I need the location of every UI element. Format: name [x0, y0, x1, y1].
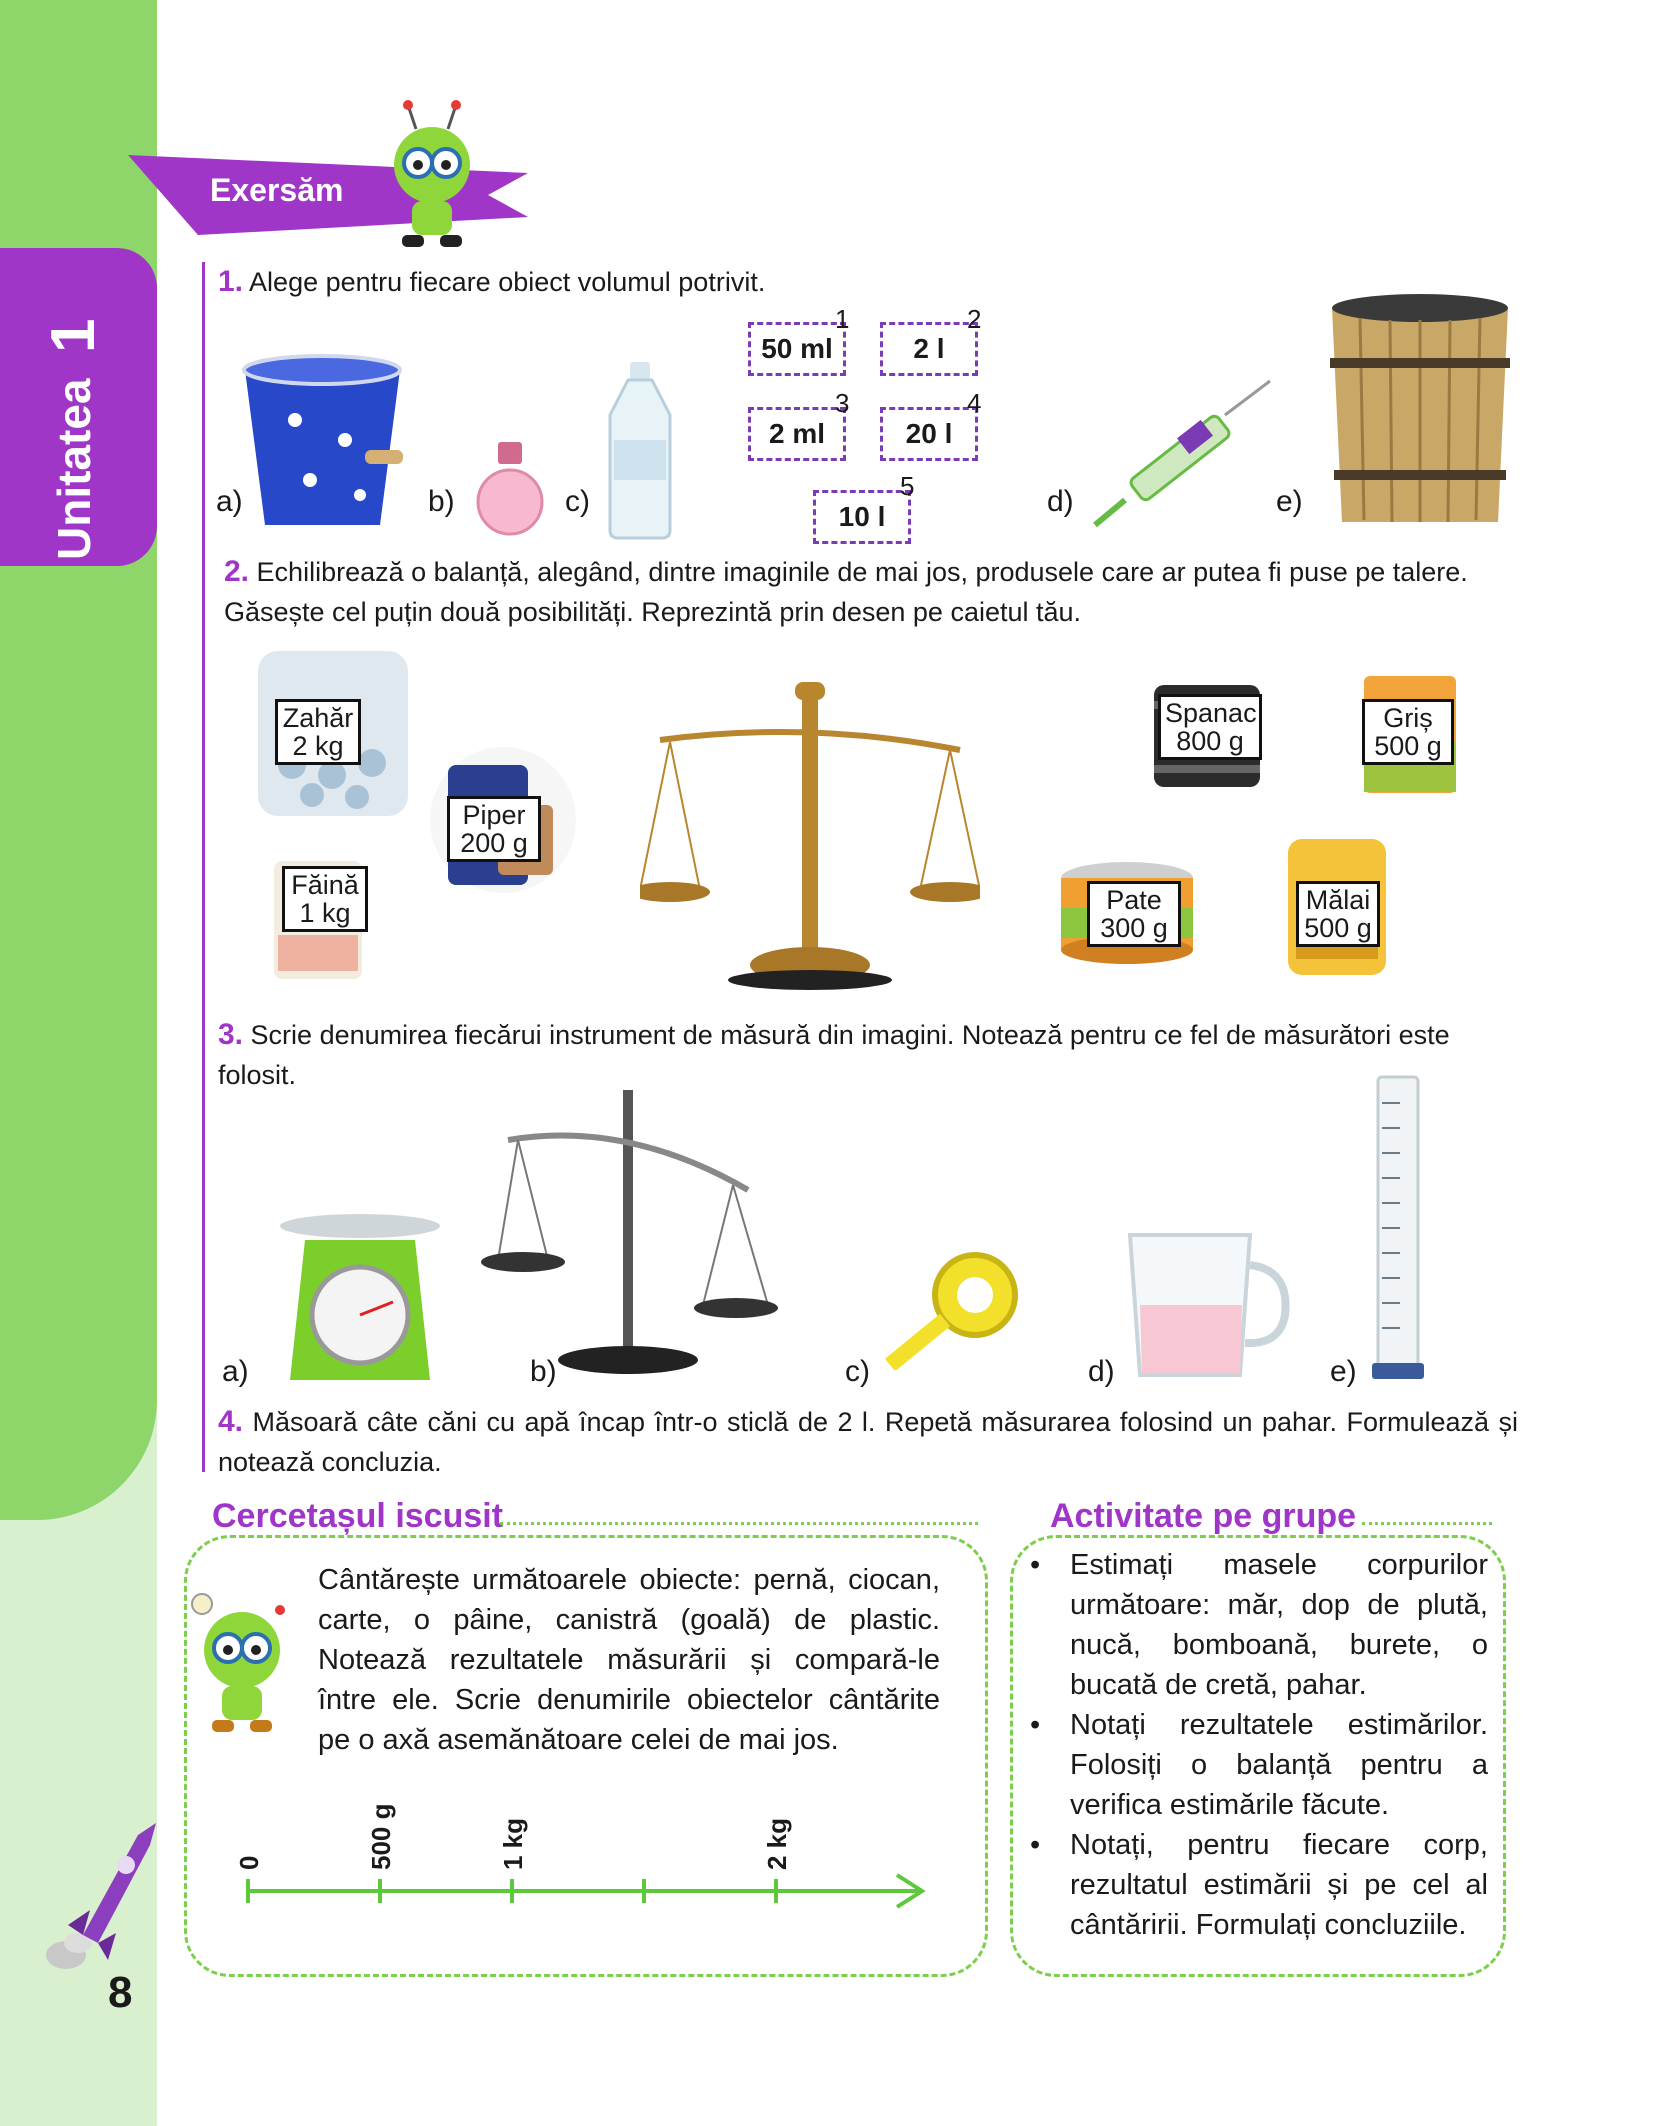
ex1-label-a: a) [216, 485, 243, 518]
volume-option-1-number: 1 [835, 304, 850, 334]
ex1-label-c: c) [565, 485, 590, 518]
group-heading: Activitate pe grupe [1050, 1497, 1357, 1535]
product-tag-gris: Griș 500 g [1362, 699, 1454, 765]
volume-option-5-number: 5 [900, 471, 915, 501]
ex1-label-b: b) [428, 485, 455, 518]
syringe-image [1085, 375, 1275, 535]
ex3-label-c: c) [845, 1355, 870, 1388]
group-item: • Estimați masele corpurilor următoare: măr, dop de plută, nucă, bomboană, burete, o bucată de cretă, pahar. [1030, 1549, 1488, 1701]
axis-label-500g: 500 g [366, 1803, 396, 1870]
volume-option-4-number: 4 [967, 388, 982, 418]
measuring-cup-image [1120, 1225, 1295, 1385]
robot-mascot-icon [372, 95, 492, 255]
axis-label-1kg: 1 kg [498, 1817, 528, 1870]
page-number: 8 [108, 1968, 133, 2017]
ex3-label-e: e) [1330, 1355, 1357, 1388]
volume-option-5[interactable]: 10 l [813, 490, 911, 544]
graduated-cylinder-image [1368, 1073, 1428, 1383]
product-tag-spanac: Spanac 800 g [1158, 694, 1262, 760]
ex1-label-e: e) [1276, 485, 1303, 518]
ex2-prompt: 2. Echilibrează o balanță, alegând, dintre imaginile de mai jos, produsele care ar putea fi puse pe talere. Găsește cel puțin două posibilități. Reprezintă prin desen pe caietul tău. [224, 555, 1468, 627]
exercise-guide-line [202, 262, 205, 1472]
wooden-barrel-image [1320, 290, 1520, 530]
axis-label-0: 0 [234, 1855, 264, 1870]
robot-mascot-icon [182, 1590, 297, 1740]
perfume-image [470, 438, 550, 538]
ex4-prompt: 4. Măsoară câte căni cu apă încap într-o sticlă de 2 l. Repetă măsurarea folosind un pahar. Formulează și notează concluzia. [218, 1405, 1518, 1477]
product-tag-zahar: Zahăr 2 kg [275, 699, 361, 765]
balance-scale-steel-image [478, 1080, 778, 1380]
product-tag-faina: Făină 1 kg [282, 866, 368, 932]
ex3-prompt: 3. Scrie denumirea fiecărui instrument de măsură din imagini. Notează pentru ce fel de măsurători este folosit. [218, 1018, 1450, 1090]
ex3-label-a: a) [222, 1355, 249, 1388]
product-tag-piper: Piper 200 g [447, 796, 541, 862]
ex1-label-d: d) [1047, 485, 1074, 518]
ex3-label-b: b) [530, 1355, 557, 1388]
banner-title: Exersăm [210, 172, 344, 208]
axis-label-2kg: 2 kg [762, 1817, 792, 1870]
scout-text: Cântărește următoarele obiecte: pernă, ciocan, carte, o pâine, canistră (goală) de plastic. Notează rezultatele măsurării și compară-le între ele. Scrie denumirile obiectelor cântărite pe o axă asemănătoare celei de mai jos. [318, 1564, 940, 1756]
balance-scale-image [640, 680, 980, 990]
mass-axis [232, 1775, 932, 1915]
volume-option-3[interactable]: 2 ml [748, 407, 846, 461]
group-list [1030, 1545, 1488, 1945]
volume-option-2[interactable]: 2 l [880, 322, 978, 376]
kitchen-scale-image [275, 1210, 445, 1395]
bucket-image [235, 350, 410, 535]
ex3-label-d: d) [1088, 1355, 1115, 1388]
scout-heading: Cercetașul iscusit [212, 1497, 504, 1535]
unit-label: Unitatea 1 [39, 318, 108, 560]
measuring-tape-image [880, 1240, 1030, 1370]
ex1-prompt: 1. Alege pentru fiecare obiect volumul potrivit. [218, 265, 766, 298]
scout-heading-dots [500, 1522, 978, 1525]
water-bottle-image [600, 360, 680, 540]
volume-option-1[interactable]: 50 ml [748, 322, 846, 376]
group-item: • Notați rezultatele estimărilor. Folosiți o balanță pentru a verifica estimările făcute. [1030, 1709, 1488, 1821]
volume-option-2-number: 2 [967, 304, 982, 334]
group-heading-dots [1362, 1522, 1492, 1525]
rocket-icon [38, 1815, 168, 1975]
group-item: • Notați, pentru fiecare corp, rezultatul estimării și pe cel al cântăririi. Formulați concluziile. [1030, 1829, 1488, 1941]
volume-option-4[interactable]: 20 l [880, 407, 978, 461]
product-tag-pate: Pate 300 g [1087, 881, 1181, 947]
volume-option-3-number: 3 [835, 388, 850, 418]
product-tag-malai: Mălai 500 g [1296, 881, 1380, 947]
